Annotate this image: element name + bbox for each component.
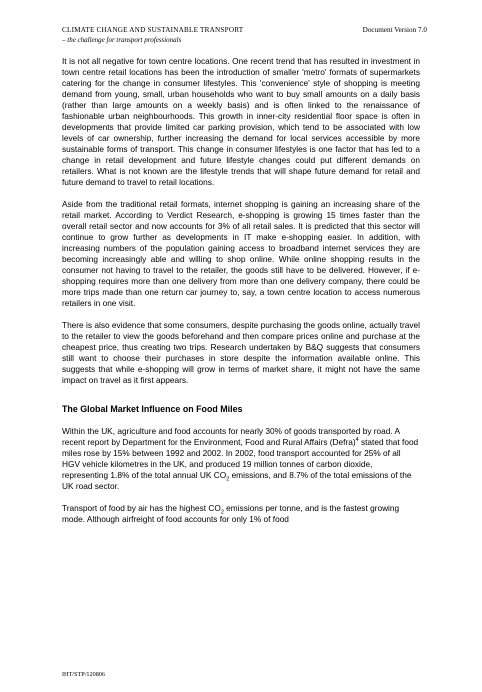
paragraph-metro-formats: It is not all negative for town centre locations. One recent trend that has resulted in investment in town centre retail locations has been the introduction of smaller 'metro' formats of supermarkets catering for the change in consumer lifestyles. This 'convenience' style of shopping is meeting demand from young, small, urban households who want to buy small amounts on a daily basis (rather than large amounts on a weekly basis) and is often linked to the renaissance of fashionable urban neighbourhoods. This growth in inner-city residential floor space is often in developments that provide limited car parking provision, which tend to be associated with low levels of car ownership, further increasing the demand for local services accessible by more sustainable forms of transport. This change in consumer lifestyles is one factor that has led to a change in retail development and future lifestyle changes could put different demands on retailers. What is not known are the lifestyle trends that will shape future demand for retail and future demand to travel to retail locations.: [62, 56, 420, 187]
document-title: CLIMATE CHANGE AND SUSTAINABLE TRANSPORT: [62, 26, 244, 34]
footnote-marker: 4: [355, 437, 359, 444]
food-transport-text-2: stated that food miles rose by 15% between 1992 and 2002. In 2002, food transport accounted for 25% of all HGV vehicle kilometres in the UK, and produced 19 million tonnes of carbon dioxide, representing 1.8% of the total annual UK CO: [62, 437, 419, 480]
paragraph-food-transport: [62, 426, 420, 492]
co2-subscript: 2: [220, 509, 224, 516]
paragraph-internet-shopping: Aside from the traditional retail formats, internet shopping is gaining an increasing share of the retail market. According to Verdict Research, e-shopping is growing 15 times faster than the overall retail sector and now accounts for 3% of all retail sales. It is predicted that this sector will continue to grow further as developments in IT make e-shopping easier. In addition, with increasing numbers of the population gaining access to broadband internet services they are becoming increasingly able and willing to shop online. While online shopping results in the consumer not having to travel to the retailer, the goods still have to be delivered. However, if e-shopping requires more than one delivery from more than one delivery company, there could be more trips made than one return car journey to, say, a town centre location to access numerous retailers in one visit.: [62, 199, 420, 308]
document-subtitle: – the challenge for transport professionals: [62, 36, 182, 44]
paragraph-online-research: There is also evidence that some consumers, despite purchasing the goods online, actually travel to the retailer to view the goods beforehand and then compare prices online and purchase at the cheapest price, thus creating two trips. Research undertaken by B&Q suggests that consumers still want to choose their purchases in store despite the information available online. This suggests that while e-shopping will grow in terms of market share, it might not have the same impact on travel as it first appears.: [62, 320, 420, 385]
air-freight-text-1: Transport of food by air has the highest CO: [62, 503, 221, 513]
document-version: Document Version 7.0: [362, 26, 427, 34]
air-freight-text-2: emissions per tonne, and is the fastest growing mode. Although airfreight of food accounts for only 1% of food: [62, 503, 400, 524]
food-transport-text-1: Within the UK, agriculture and food accounts for nearly 30% of goods transported by road. A recent report by Department for the Environment, Food and Rural Affairs (Defra): [62, 426, 400, 447]
body-content: [62, 56, 420, 536]
food-transport-text-3: emissions, and 8.7% of the total emissions of the UK road sector.: [62, 470, 412, 491]
paragraph-air-freight: [62, 503, 420, 525]
section-heading: The Global Market Influence on Food Miles: [62, 404, 243, 414]
co2-subscript: 2: [226, 476, 230, 483]
page-footer: IHT/STP/120806: [62, 671, 105, 678]
